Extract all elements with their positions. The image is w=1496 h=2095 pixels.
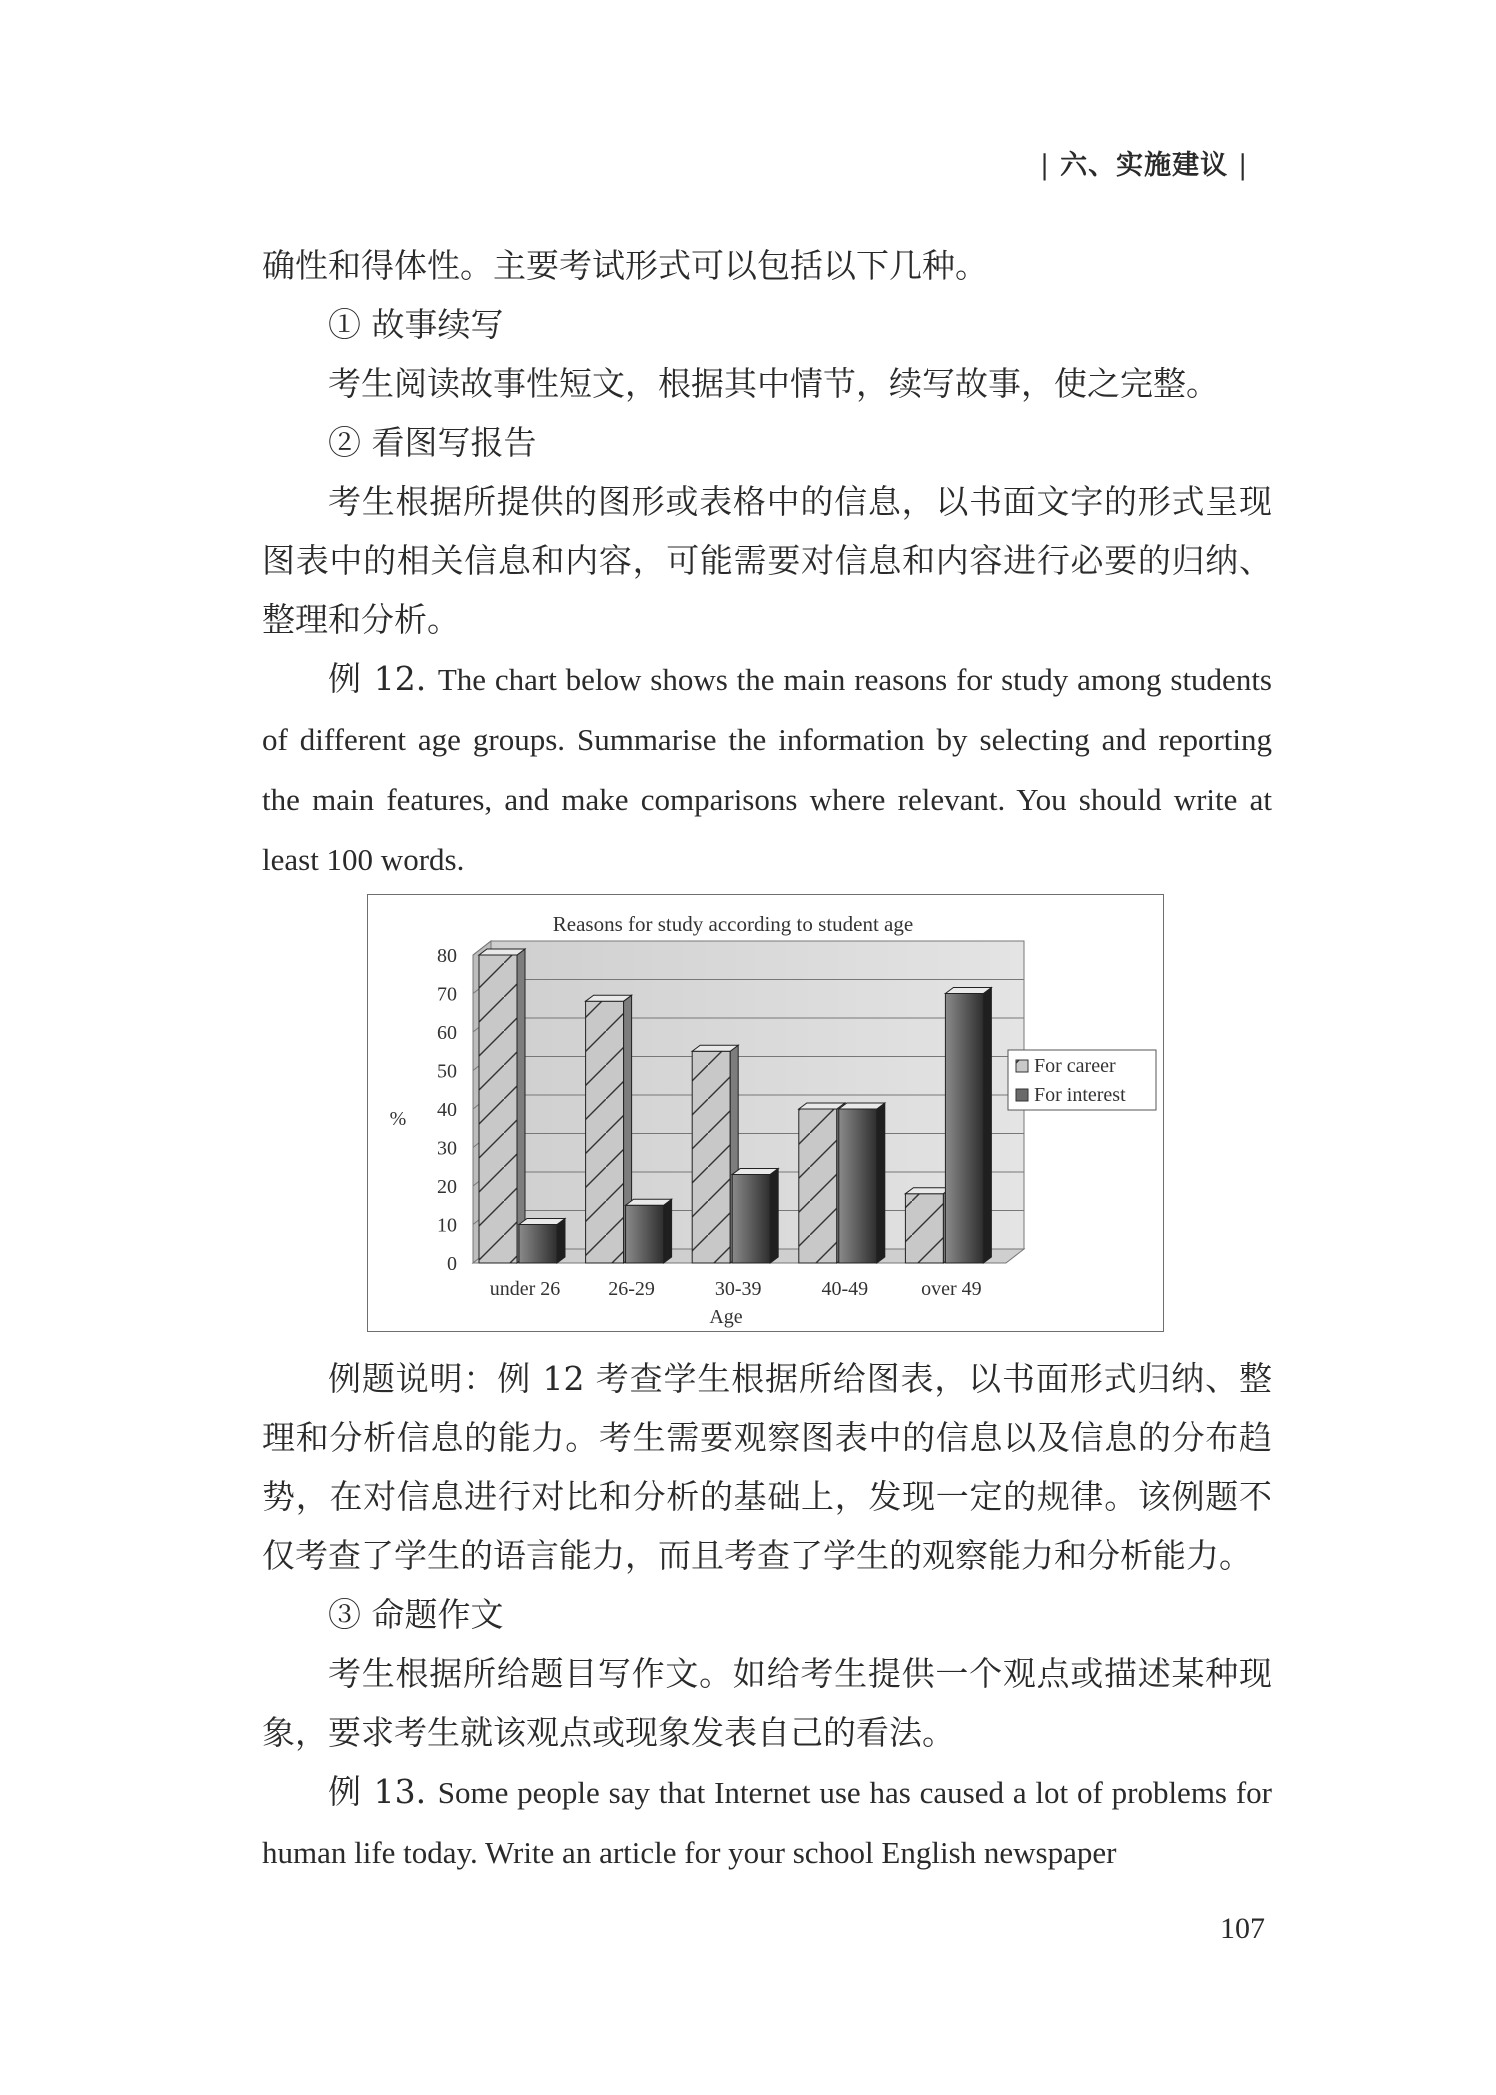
- y-tick-label: 40: [437, 1099, 457, 1121]
- section-title: 六、实施建议: [1060, 150, 1229, 181]
- paragraph: 考生根据所给题目写作文。如给考生提供一个观点或描述某种现象，要求考生就该观点或现象发表自己的看法。: [262, 1654, 1272, 1752]
- body-text-bottom: [262, 1349, 1272, 1882]
- paragraph: 考生阅读故事性短文，根据其中情节，续写故事，使之完整。: [328, 364, 1219, 403]
- paragraph-example-explanation: 例题说明：例 12 考查学生根据所给图表，以书面形式归纳、整理和分析信息的能力。考生需要观察图表中的信息以及信息的分布趋势，在对信息进行对比和分析的基础上，发现一定的规律。该例题不仅考查了学生的语言能力，而且考查了学生的观察能力和分析能力。: [262, 1359, 1272, 1575]
- page-number: 107: [1220, 1912, 1265, 1945]
- running-header: [1030, 143, 1270, 182]
- legend-swatch-career: [1016, 1060, 1028, 1072]
- y-tick-label: 60: [437, 1022, 457, 1044]
- example-text: The chart below shows the main reasons for study among students of different age groups. Summarise the information by selecting and reporting the main features, and make comparisons where relevant. You should write at least 100 words.: [262, 662, 1272, 877]
- bar-for-interest: [519, 1219, 565, 1264]
- x-tick-label: 40-49: [821, 1278, 869, 1300]
- bar-for-career: [586, 995, 632, 1263]
- body-text-top: [262, 236, 1272, 889]
- bar-for-interest: [945, 988, 991, 1264]
- bar-for-career: [799, 1103, 845, 1263]
- bar-for-interest: [732, 1168, 778, 1263]
- bar-for-interest: [839, 1103, 885, 1263]
- y-tick-label: 80: [437, 945, 457, 967]
- x-axis-label: Age: [709, 1306, 743, 1328]
- chart-title: Reasons for study according to student age: [552, 912, 914, 936]
- legend-label-interest: For interest: [1034, 1084, 1126, 1106]
- example-12: [262, 649, 1272, 889]
- example-label: 例 13.: [328, 1772, 427, 1811]
- bar-for-career: [905, 1188, 951, 1263]
- subheading-story-continuation: ① 故事续写: [328, 305, 504, 344]
- y-tick-label: 0: [447, 1253, 457, 1275]
- bar-for-career: [479, 949, 525, 1263]
- y-tick-label: 50: [437, 1060, 457, 1083]
- x-tick-label: under 26: [489, 1278, 561, 1300]
- bar-chart: [368, 895, 1163, 1331]
- header-divider: |: [1040, 150, 1051, 181]
- legend-label-career: For career: [1034, 1055, 1116, 1077]
- y-tick-label: 20: [437, 1176, 457, 1198]
- y-axis-label: %: [389, 1108, 407, 1130]
- example-label: 例 12.: [328, 659, 427, 698]
- y-tick-label: 10: [437, 1214, 457, 1237]
- x-tick-label: over 49: [921, 1278, 982, 1300]
- bar-for-interest: [626, 1199, 672, 1263]
- chart-frame: [367, 894, 1164, 1332]
- y-tick-label: 70: [437, 983, 457, 1006]
- subheading-topic-essay: ③ 命题作文: [328, 1595, 504, 1634]
- y-tick-label: 30: [437, 1137, 457, 1160]
- subheading-chart-report: ② 看图写报告: [328, 423, 537, 462]
- x-tick-label: 30-39: [714, 1278, 762, 1300]
- paragraph: 考生根据所提供的图形或表格中的信息，以书面文字的形式呈现图表中的相关信息和内容，可能需要对信息和内容进行必要的归纳、整理和分析。: [262, 482, 1272, 639]
- header-divider: |: [1238, 150, 1249, 181]
- legend-swatch-interest: [1016, 1089, 1028, 1101]
- example-13: [262, 1762, 1272, 1882]
- example-text: Some people say that Internet use has caused a lot of problems for human life today. Write an article for your school English newspaper: [262, 1775, 1272, 1870]
- bar-for-career: [692, 1045, 738, 1263]
- x-tick-label: 26-29: [608, 1278, 655, 1300]
- paragraph: 确性和得体性。主要考试形式可以包括以下几种。: [262, 246, 988, 285]
